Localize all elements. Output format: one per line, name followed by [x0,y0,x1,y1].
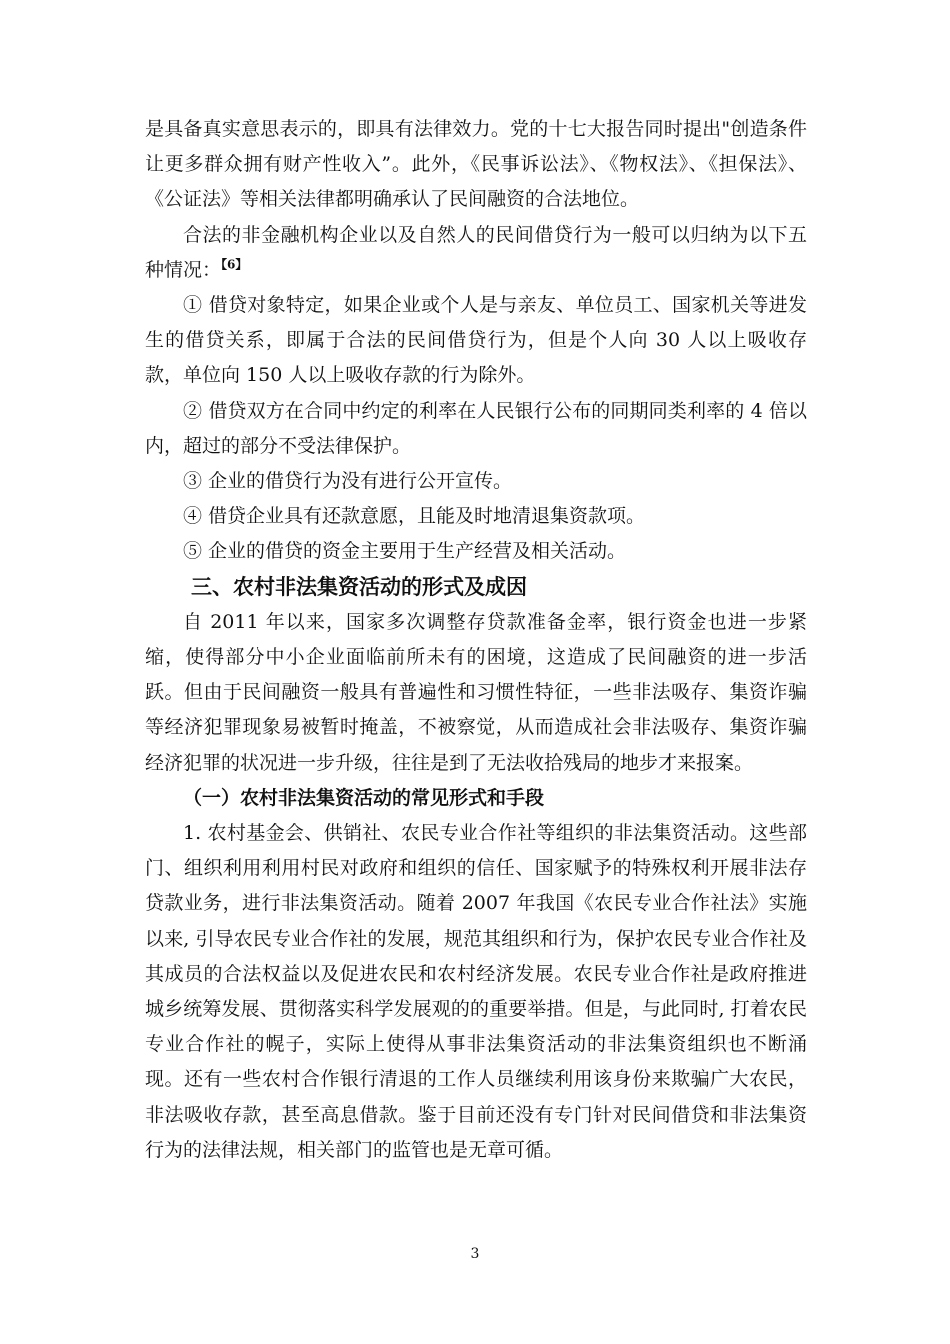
list-item: ① 借贷对象特定，如果企业或个人是与亲友、单位员工、国家机关等进发生的借贷关系，即属于合法的民间借贷行为，但是个人向 30 人以上吸收存款，单位向 150 人以上吸收存款的行为除外。 [145,294,807,387]
list-item: ④ 借贷企业具有还款意愿，且能及时地清退集资款项。 [183,505,646,528]
body-paragraph: 自 2011 年以来，国家多次调整存贷款准备金率，银行资金也进一步紧缩，使得部分中小企业面临前所未有的困境，这造成了民间融资的进一步活跃。但由于民间融资一般具有普遍性和习惯性特征，一些非法吸存、集资诈骗等经济犯罪现象易被暂时掩盖，不被察觉，从而造成社会非法吸存、集资诈骗经济犯罪的状况进一步升级，往往是到了无法收拾残局的地步才来报案。 [145,610,807,774]
body-paragraph: 是具备真实意思表示的，即具有法律效力。党的十七大报告同时提出"创造条件让更多群众拥有财产性收入”。此外，《民事诉讼法》、《物权法》、《担保法》、《公证法》等相关法律都明确承认了民间融资的合法地位。 [145,118,807,211]
body-paragraph: 1. 农村基金会、供销社、农民专业合作社等组织的非法集资活动。这些部门、组织利用利用村民对政府和组织的信任、国家赋予的特殊权利开展非法存贷款业务，进行非法集资活动。随着 2007 年我国《农民专业合作社法》实施以来, 引导农民专业合作社的发展，规范其组织和行为，保护农民专业合作社及其成员的合法权益以及促进农民和农村经济发展。农民专业合作社是政府推进城乡统筹发展、贯彻落实科学发展观的的重要举措。但是，与此同时, 打着农民专业合作社的幌子，实际上使得从事非法集资活动的非法集资组织也不断涌现。还有一些农村合作银行清退的工作人员继续利用该身份来欺骗广大农民，非法吸收存款，甚至高息借款。鉴于目前还没有专门针对民间借贷和非法集资行为的法律法规，相关部门的监管也是无章可循。 [145,822,807,1161]
citation-reference: 【6】 [221,257,248,272]
list-item: ③ 企业的借贷行为没有进行公开宣传。 [183,470,513,493]
page-number: 3 [470,1246,480,1262]
subsection-heading: （一）农村非法集资活动的常见形式和手段 [183,786,545,809]
section-heading: 三、农村非法集资活动的形式及成因 [191,574,527,599]
list-item: ② 借贷双方在合同中约定的利率在人民银行公布的同期同类利率的 4 倍以内，超过的部分不受法律保护。 [145,399,807,457]
document-page [145,112,807,1168]
list-item: ⑤ 企业的借贷的资金主要用于生产经营及相关活动。 [183,540,627,563]
paragraph-text: 合法的非金融机构企业以及自然人的民间借贷行为一般可以归纳为以下五种情况： [145,223,807,281]
body-paragraph [145,218,807,288]
